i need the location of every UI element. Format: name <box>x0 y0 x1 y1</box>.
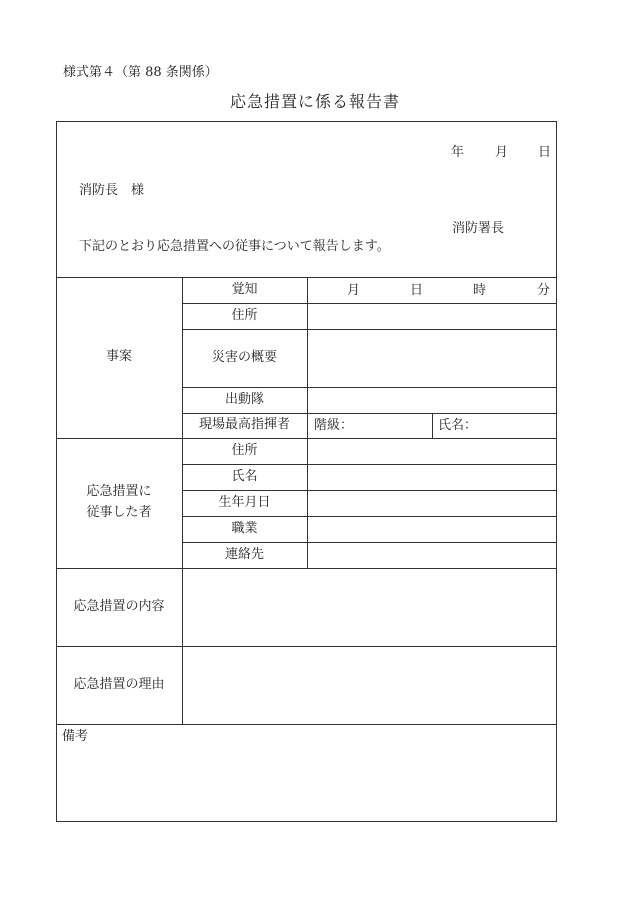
report-statement: 下記のとおり応急措置への従事について報告します。 <box>79 239 390 254</box>
divider-reason <box>56 724 557 725</box>
date-month-label: 月 <box>495 145 509 160</box>
measure-reason-label: 応急措置の理由 <box>73 676 165 692</box>
awareness-month-unit: 月 <box>347 283 361 298</box>
person-contact-label: 連絡先 <box>224 546 264 562</box>
person-group-label-line2: 従事した者 <box>86 505 152 520</box>
field-commander-label: 現場最高指揮者 <box>198 417 290 433</box>
dispatched-units-label: 出動隊 <box>224 391 264 407</box>
incident-group-label: 事案 <box>105 349 132 365</box>
incident-address-label: 住所 <box>231 307 258 323</box>
awareness-minute-unit: 分 <box>537 283 551 298</box>
person-address-label: 住所 <box>231 442 258 458</box>
document-title: 応急措置に係る報告書 <box>229 92 400 111</box>
awareness-label: 覚知 <box>231 281 258 297</box>
disaster-overview-label: 災害の概要 <box>211 349 277 365</box>
date-year-label: 年 <box>451 145 465 160</box>
date-day-label: 日 <box>538 145 552 160</box>
sender-title: 消防署長 <box>452 221 505 236</box>
measure-content-label: 応急措置の内容 <box>73 598 165 614</box>
awareness-hour-unit: 時 <box>473 283 487 298</box>
person-name-label: 氏名 <box>231 468 258 484</box>
awareness-day-unit: 日 <box>410 283 424 298</box>
person-group-label-line1: 応急措置に <box>86 484 152 500</box>
commander-rank-field: 階級： <box>314 418 354 433</box>
remarks-label: 備考 <box>62 729 89 744</box>
column-line <box>432 413 433 438</box>
form-number: 様式第４（第 88 条関係） <box>63 65 218 80</box>
column-line <box>307 277 308 568</box>
person-group-label <box>56 438 182 568</box>
person-occupation-label: 職業 <box>231 520 258 536</box>
commander-name-field: 氏名： <box>438 418 478 433</box>
addressee: 消防長 様 <box>79 183 145 198</box>
person-birthdate-label: 生年月日 <box>218 494 271 510</box>
